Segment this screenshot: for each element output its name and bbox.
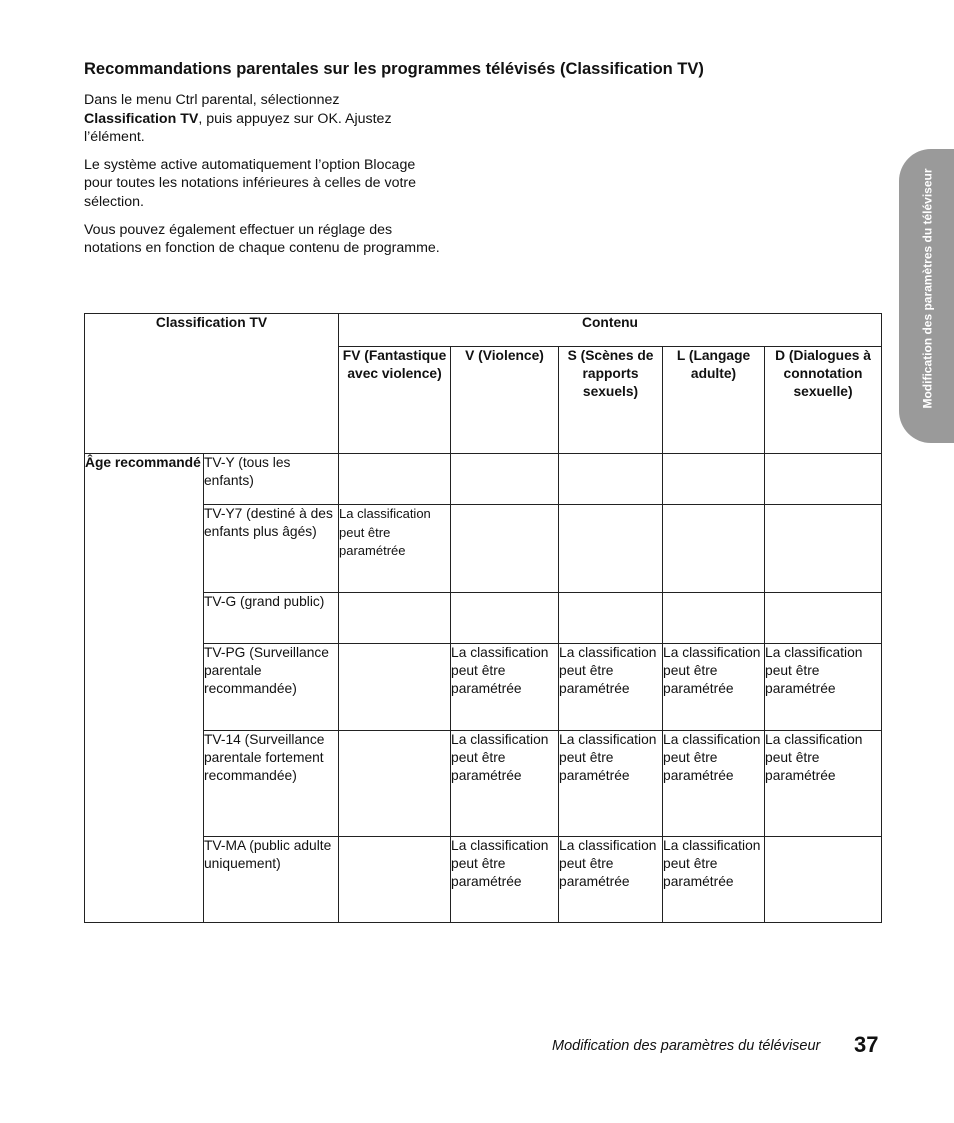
- table-cell: La classification peut être paramétrée: [451, 644, 559, 731]
- table-cell: [559, 593, 663, 644]
- table-cell: La classification peut être paramétrée: [339, 505, 451, 593]
- table-cell: [663, 593, 765, 644]
- table-cell: La classification peut être paramétrée: [559, 837, 663, 923]
- intro-text: [84, 91, 444, 267]
- rating-label: TV-PG (Surveillance parentale recommandée): [204, 644, 339, 731]
- rating-label: TV-MA (public adulte uniquement): [204, 837, 339, 923]
- rating-label: TV-Y7 (destiné à des enfants plus âgés): [204, 505, 339, 593]
- table-cell: La classification peut être paramétrée: [451, 731, 559, 837]
- column-header-fv: FV (Fantastique avec violence): [339, 347, 451, 454]
- column-header-s: S (Scènes de rapports sexuels): [559, 347, 663, 454]
- table-cell: La classification peut être paramétrée: [559, 731, 663, 837]
- classification-tv-header: Classification TV: [85, 314, 339, 454]
- intro-paragraph-2: Le système active automatiquement l’option Blocage pour toutes les notations inférieures à celles de votre sélection.: [84, 156, 417, 210]
- age-recommended-label: Âge recommandé: [85, 454, 204, 923]
- table-row: [85, 731, 882, 837]
- chapter-side-tab-label: Modification des paramètres du téléviseur: [920, 168, 935, 409]
- table-cell: [339, 837, 451, 923]
- table-cell: [339, 454, 451, 505]
- footer-chapter-title: Modification des paramètres du téléviseur: [552, 1038, 821, 1054]
- table-cell: La classification peut être paramétrée: [663, 837, 765, 923]
- rating-label: TV-G (grand public): [204, 593, 339, 644]
- table-row: [85, 837, 882, 923]
- intro-p1-suffix: , puis appuyez sur OK. Ajustez l’élément.: [84, 110, 392, 146]
- table-cell: [339, 731, 451, 837]
- table-row: [85, 505, 882, 593]
- table-cell: [339, 644, 451, 731]
- table-cell: La classification peut être paramétrée: [663, 731, 765, 837]
- table-cell: [765, 837, 882, 923]
- table-row: [85, 454, 882, 505]
- table-cell: [663, 505, 765, 593]
- section-heading: Recommandations parentales sur les programmes télévisés (Classification TV): [84, 60, 704, 78]
- table-cell: [451, 454, 559, 505]
- table-cell: La classification peut être paramétrée: [663, 644, 765, 731]
- table-cell: [451, 505, 559, 593]
- content-header: Contenu: [339, 314, 882, 347]
- intro-paragraph-1: [84, 91, 444, 147]
- table-cell: [765, 593, 882, 644]
- tv-rating-table: [84, 313, 882, 923]
- column-header-l: L (Langage adulte): [663, 347, 765, 454]
- column-header-v: V (Violence): [451, 347, 559, 454]
- page-number: 37: [854, 1032, 879, 1057]
- column-header-d: D (Dialogues à connotation sexuelle): [765, 347, 882, 454]
- table-cell: [451, 593, 559, 644]
- intro-p1-bold: Classification TV: [84, 110, 199, 127]
- table-row: [85, 593, 882, 644]
- rating-label: TV-Y (tous les enfants): [204, 454, 339, 505]
- intro-paragraph-3: Vous pouvez également effectuer un réglage des notations en fonction de chaque contenu de programme.: [84, 221, 440, 257]
- table-cell: [765, 454, 882, 505]
- rating-label: TV-14 (Surveillance parentale fortement recommandée): [204, 731, 339, 837]
- table-cell: La classification peut être paramétrée: [451, 837, 559, 923]
- table-row: [85, 644, 882, 731]
- table-cell: [559, 454, 663, 505]
- intro-p1-prefix: Dans le menu Ctrl parental, sélectionnez: [84, 92, 340, 108]
- table-cell: [339, 593, 451, 644]
- table-cell: La classification peut être paramétrée: [765, 644, 882, 731]
- table-cell: La classification peut être paramétrée: [559, 644, 663, 731]
- table-cell: [663, 454, 765, 505]
- table-cell: La classification peut être paramétrée: [765, 731, 882, 837]
- table-cell: [765, 505, 882, 593]
- table-cell: [559, 505, 663, 593]
